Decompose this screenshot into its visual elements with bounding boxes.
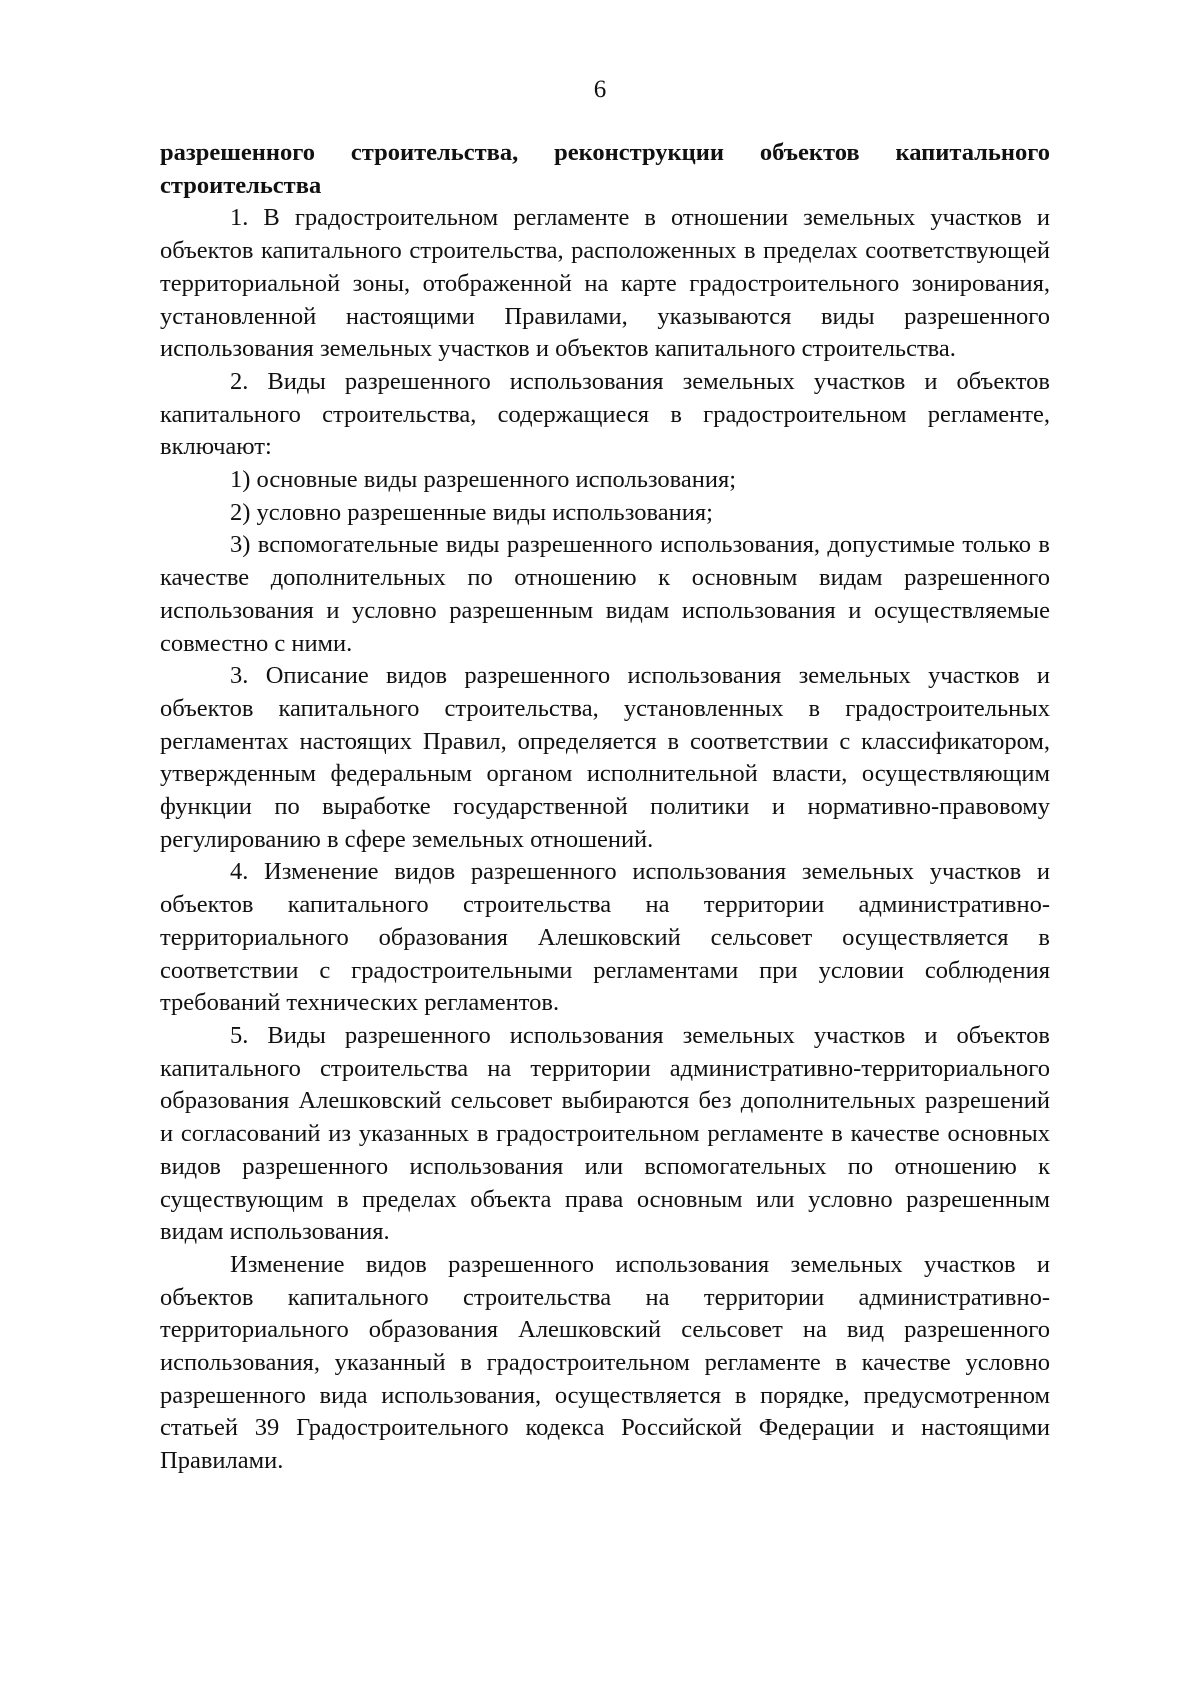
list-item-1: 1) основные виды разрешенного использования;: [230, 466, 737, 494]
paragraph-1: 1. В градостроительном регламенте в отношении земельных участков и объектов капитального строительства, расположенных в пределах соответствующей территориальной зоны, отображенной на карте градостроительного зонирования, установленной настоящими Правилами, указываются виды разрешенного использования земельных участков и объектов капитального строительства.: [160, 204, 1050, 363]
document-body: [160, 137, 1050, 1478]
page-number: 6: [593, 76, 607, 103]
paragraph-4: 4. Изменение видов разрешенного использования земельных участков и объектов капитального строительства на территории административно-территориального образования Алешковский сельсовет осуществляется в соответствии с градостроительными регламентами при условии соблюдения требований технических регламентов.: [160, 858, 1050, 1017]
paragraph-2: 2. Виды разрешенного использования земельных участков и объектов капитального строительства, содержащиеся в градостроительном регламенте, включают:: [160, 367, 1050, 461]
paragraph-5-continuation: Изменение видов разрешенного использования земельных участков и объектов капитального строительства на территории административно-территориального образования Алешковский сельсовет на вид разрешенного использования, указанный в градостроительном регламенте в качестве условно разрешенного вида использования, осуществляется в порядке, предусмотренном статьей 39 Градостроительного кодекса Российской Федерации и настоящими Правилами.: [160, 1250, 1050, 1475]
list-item-3: 3) вспомогательные виды разрешенного использования, допустимые только в качестве дополнительных по отношению к основным видам разрешенного использования и условно разрешенным видам использования и осуществляемые совместно с ними.: [160, 531, 1050, 657]
list-item-2: 2) условно разрешенные виды использования;: [230, 498, 713, 526]
section-heading-continuation: разрешенного строительства, реконструкции объектов капитального строительства: [160, 139, 1050, 199]
paragraph-5: 5. Виды разрешенного использования земельных участков и объектов капитального строительства на территории административно-территориального образования Алешковский сельсовет выбираются без дополнительных разрешений и согласований из указанных в градостроительном регламенте в качестве основных видов разрешенного использования или вспомогательных по отношению к существующим в пределах объекта права основным или условно разрешенным видам использования.: [160, 1021, 1050, 1246]
paragraph-3: 3. Описание видов разрешенного использования земельных участков и объектов капитального строительства, установленных в градостроительных регламентах настоящих Правил, определяется в соответствии с классификатором, утвержденным федеральным органом исполнительной власти, осуществляющим функции по выработке государственной политики и нормативно-правовому регулированию в сфере земельных отношений.: [160, 662, 1050, 853]
